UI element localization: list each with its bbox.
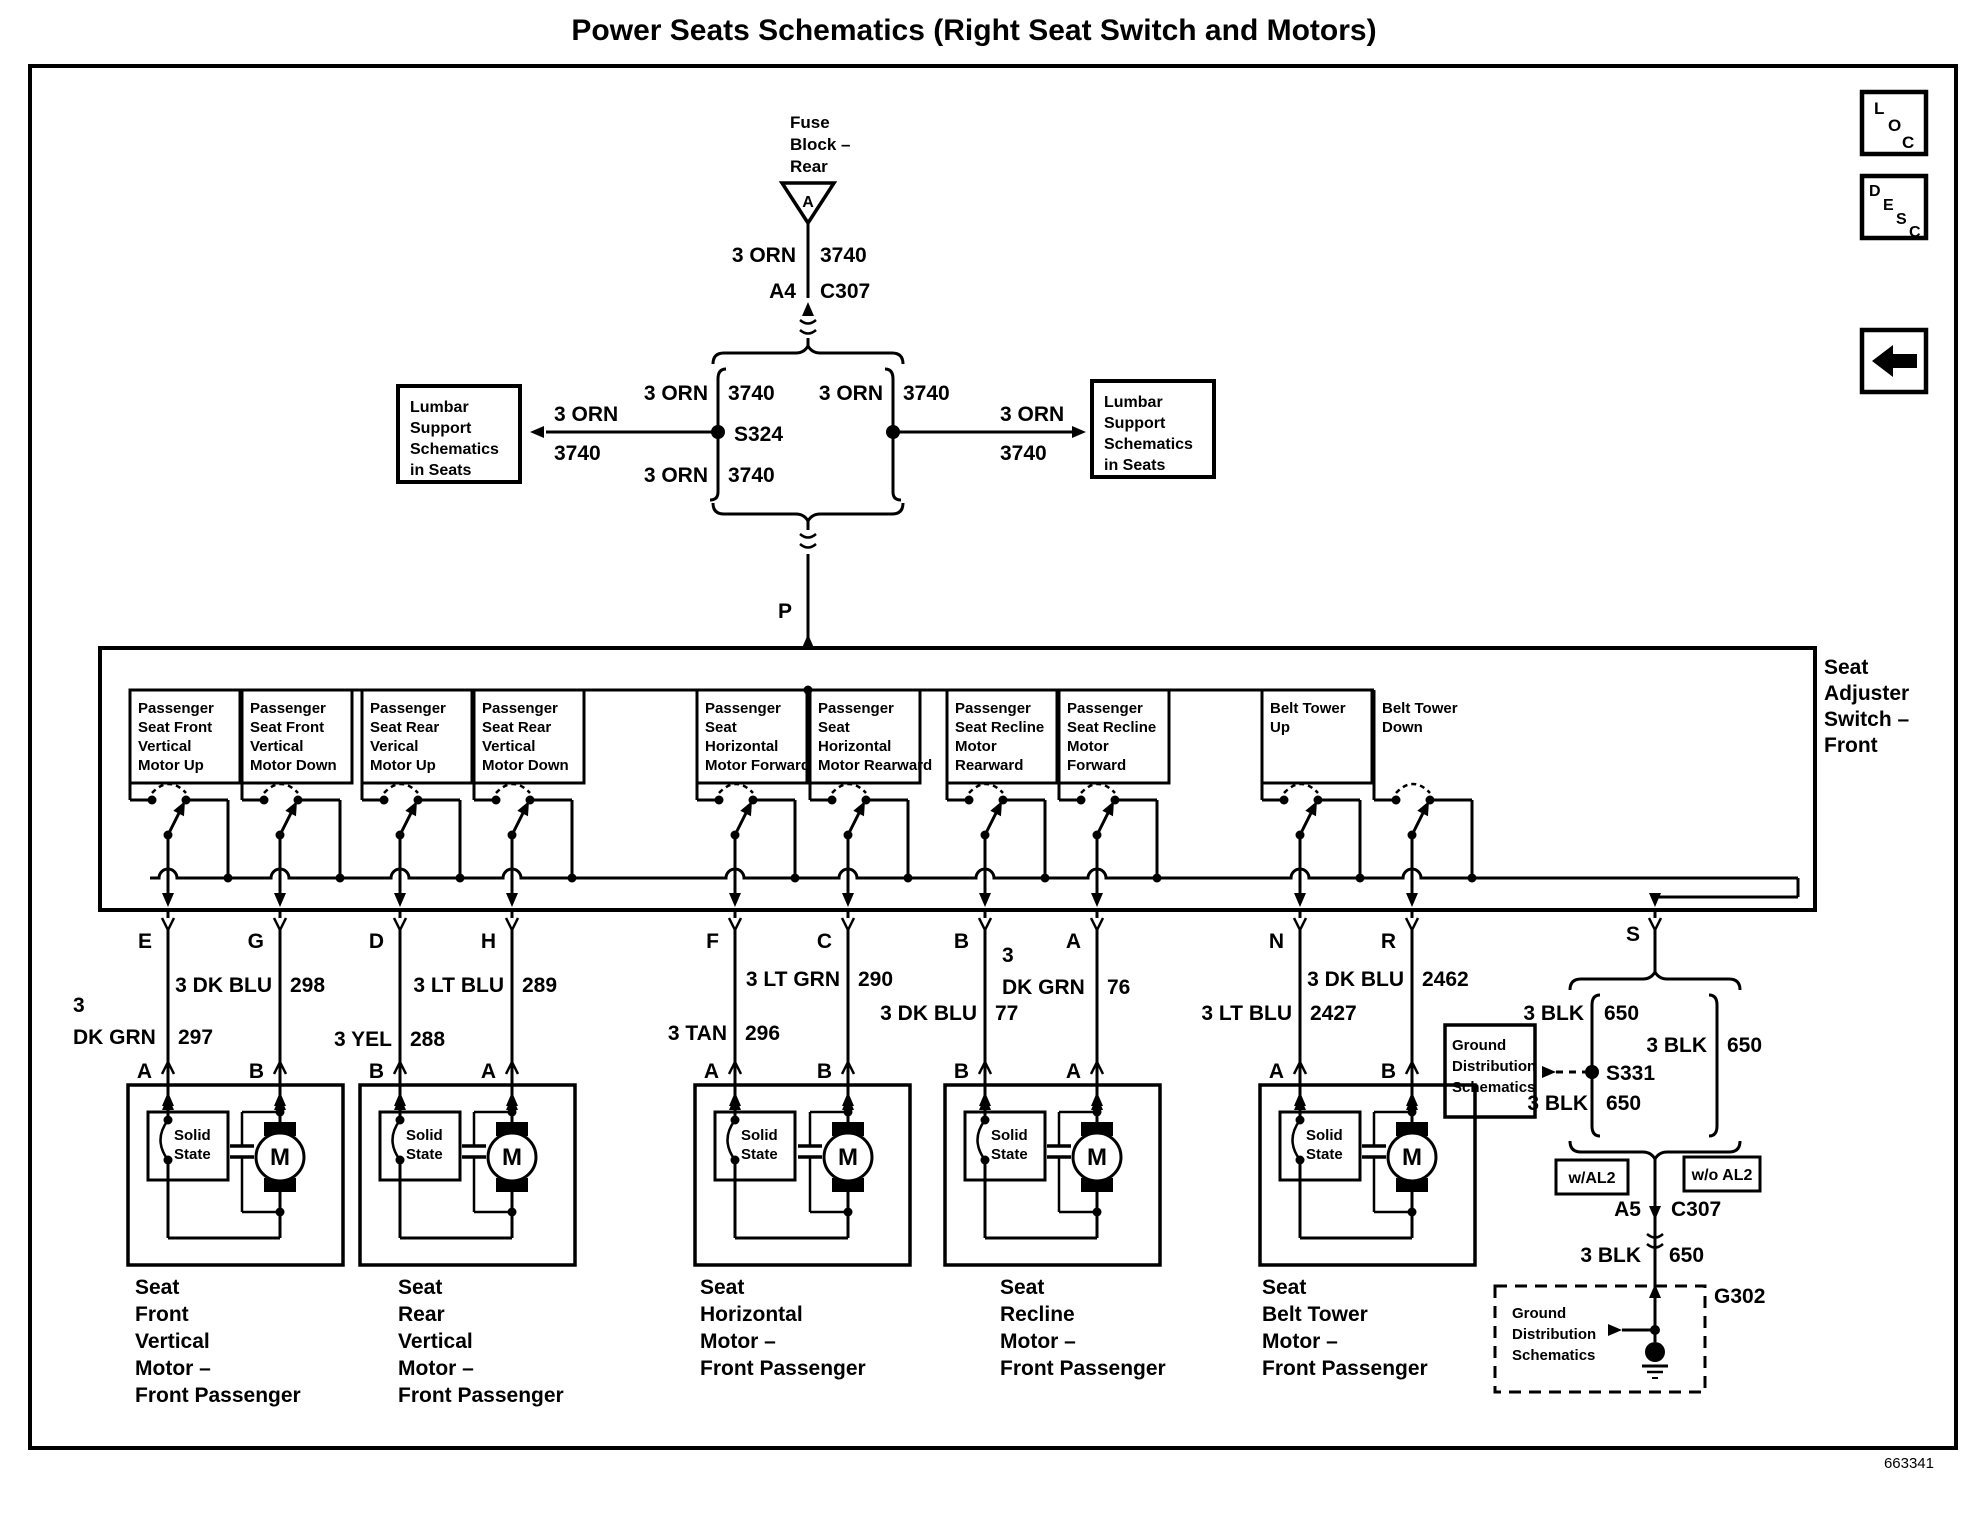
motor-pin: B — [953, 1060, 969, 1083]
output-a — [1002, 930, 1130, 1083]
wire-name: 3 BLK — [1580, 1244, 1641, 1267]
connector-id: C307 — [1671, 1198, 1722, 1221]
loc-letter-2: O — [1888, 116, 1902, 135]
loc-letter-3: C — [1902, 133, 1915, 152]
wiring-geometry — [130, 223, 1798, 1378]
connector-pin: H — [480, 930, 496, 953]
wire-name: 3 LT BLU — [1201, 1002, 1292, 1025]
wire-circuit: 289 — [522, 974, 558, 997]
feed-connector-pin: A4 — [769, 280, 796, 303]
w-al2-label: w/AL2 — [1568, 1170, 1616, 1187]
wire-circuit: 650 — [1727, 1034, 1763, 1057]
wire-name: 3 ORN — [818, 382, 883, 405]
desc-letter-3: S — [1896, 211, 1907, 228]
motor-pin: A — [136, 1060, 152, 1083]
wo-al2-label: w/o AL2 — [1691, 1167, 1753, 1184]
motor-pin: A — [1268, 1060, 1284, 1083]
wire-name: 3 TAN — [667, 1022, 727, 1045]
ground-id: G302 — [1714, 1285, 1766, 1308]
assembly-label: Seat Adjuster Switch – Front — [1824, 656, 1910, 757]
fuse-pin: A — [802, 194, 814, 211]
switch-label: Passenger Seat Recline Motor Forward — [1067, 700, 1157, 774]
desc-button[interactable] — [1862, 176, 1926, 241]
branch-wire-circuit: 3740 — [1000, 442, 1047, 465]
back-button[interactable] — [1862, 330, 1926, 392]
wire-circuit: 297 — [178, 1026, 214, 1049]
seat-adjuster-switch — [100, 600, 1910, 910]
wire-name: 3 DK GRN — [1002, 944, 1085, 999]
output-f — [668, 930, 780, 1083]
motor-m-label: M — [502, 1144, 522, 1171]
connector-pin: N — [1268, 930, 1284, 953]
output-n — [1201, 930, 1356, 1083]
motor-recline — [945, 1085, 1166, 1380]
switch-assembly-box — [100, 648, 1815, 910]
solid-state-label: Solid State — [406, 1127, 443, 1163]
wire-circuit: 3740 — [903, 382, 950, 405]
output-d — [334, 930, 445, 1083]
motor-pin: B — [1380, 1060, 1396, 1083]
wire-circuit: 3740 — [728, 382, 775, 405]
ground-path — [1445, 923, 1765, 1392]
splice-right — [819, 382, 1064, 465]
wire-name: 3 DK GRN — [73, 994, 156, 1049]
wire-name: 3 DK BLU — [880, 1002, 977, 1025]
connector-pin: F — [706, 930, 719, 953]
splice-id: S324 — [734, 423, 784, 446]
wire-name: 3 LT BLU — [413, 974, 504, 997]
wire-name: 3 BLK — [1527, 1092, 1588, 1115]
feed-pin-label: P — [777, 600, 792, 623]
output-h — [413, 930, 557, 1083]
branch-wire-name: 3 ORN — [1000, 403, 1065, 426]
motor-caption: Seat Front Vertical Motor – Front Passenger — [135, 1276, 301, 1407]
wire-circuit: 298 — [290, 974, 326, 997]
feed-wire-circuit: 3740 — [820, 244, 867, 267]
connector-pin: A5 — [1614, 1198, 1641, 1221]
back-arrow-icon — [1872, 345, 1917, 377]
output-e — [73, 930, 213, 1083]
connector-pin: R — [1380, 930, 1396, 953]
wire-circuit: 76 — [1107, 976, 1131, 999]
motor-caption: Seat Horizontal Motor – Front Passenger — [700, 1276, 866, 1380]
connector-pin: A — [1065, 930, 1081, 953]
ref-label: Lumbar Support Schematics in Seats — [1104, 394, 1193, 474]
motor-pin: A — [480, 1060, 496, 1083]
wire-name: 3 ORN — [643, 382, 708, 405]
wire-circuit: 650 — [1604, 1002, 1640, 1025]
connector-pin: D — [368, 930, 384, 953]
motor-caption: Seat Rear Vertical Motor – Front Passenger — [398, 1276, 564, 1407]
switch-label: Belt Tower Down — [1382, 700, 1458, 736]
wire-name: 3 LT GRN — [745, 968, 840, 991]
wire-circuit: 2462 — [1422, 968, 1469, 991]
wire-circuit: 290 — [858, 968, 894, 991]
page-title: Power Seats Schematics (Right Seat Switch and Motors) — [571, 14, 1377, 47]
wire-name: 3 BLK — [1646, 1034, 1707, 1057]
switch-label: Belt Tower Up — [1270, 700, 1346, 736]
wire-name: 3 DK BLU — [175, 974, 272, 997]
feed-circuit — [732, 244, 870, 303]
motor-caption: Seat Recline Motor – Front Passenger — [1000, 1276, 1166, 1380]
switch-label: Passenger Seat Horizontal Motor Forward — [705, 700, 810, 774]
loc-letter-1: L — [1874, 99, 1885, 118]
splice-s324 — [554, 382, 783, 487]
branch-wire-name: 3 ORN — [554, 403, 619, 426]
desc-letter-1: D — [1869, 183, 1881, 200]
switch-label: Passenger Seat Recline Motor Rearward — [955, 700, 1045, 774]
output-b — [880, 930, 1018, 1083]
ground-dist-ref-label: Ground Distribution Schematics — [1452, 1037, 1537, 1096]
motor-belt-tower — [1260, 1085, 1475, 1380]
motor-horizontal — [695, 1085, 910, 1380]
loc-button[interactable] — [1862, 92, 1926, 154]
splice-id: S331 — [1606, 1062, 1656, 1085]
solid-state-label: Solid State — [741, 1127, 778, 1163]
desc-letter-4: C — [1909, 224, 1921, 241]
motor-caption: Seat Belt Tower Motor – Front Passenger — [1262, 1276, 1428, 1380]
motor-pin: A — [1065, 1060, 1081, 1083]
motor-pin: B — [368, 1060, 384, 1083]
branch-wire-circuit: 3740 — [554, 442, 601, 465]
switch-label: Passenger Seat Rear Verical Motor Up — [370, 700, 446, 774]
solid-state-label: Solid State — [174, 1127, 211, 1163]
motor-pin: B — [816, 1060, 832, 1083]
connector-pin: G — [247, 930, 264, 953]
lumbar-ref-right — [1092, 381, 1214, 477]
motor-pin: B — [248, 1060, 264, 1083]
solid-state-label: Solid State — [1306, 1127, 1343, 1163]
wire-circuit: 77 — [995, 1002, 1019, 1025]
motor-pin: A — [703, 1060, 719, 1083]
wire-circuit: 650 — [1669, 1244, 1705, 1267]
feed-connector-id: C307 — [820, 280, 871, 303]
motor-m-label: M — [1402, 1144, 1422, 1171]
fuse-block — [782, 113, 850, 223]
output-g — [175, 930, 325, 1083]
wire-circuit: 2427 — [1310, 1002, 1357, 1025]
fuse-block-label: Fuse Block – Rear — [790, 113, 851, 176]
connector-pin: B — [953, 930, 969, 953]
wire-circuit: 288 — [410, 1028, 446, 1051]
wire-circuit: 650 — [1606, 1092, 1642, 1115]
lumbar-ref-left — [398, 386, 520, 482]
wire-name: 3 BLK — [1523, 1002, 1584, 1025]
figure-number: 663341 — [1883, 1455, 1934, 1472]
output-c — [746, 930, 893, 1083]
switch-label: Passenger Seat Front Vertical Motor Up — [138, 700, 214, 774]
motor-m-label: M — [838, 1144, 858, 1171]
wire-name: 3 ORN — [643, 464, 708, 487]
wire-circuit: 3740 — [728, 464, 775, 487]
desc-letter-2: E — [1883, 197, 1894, 214]
motor-m-label: M — [1087, 1144, 1107, 1171]
solid-state-label: Solid State — [991, 1127, 1028, 1163]
motor-m-label: M — [270, 1144, 290, 1171]
ground-dist-ref-label: Ground Distribution Schematics — [1512, 1305, 1597, 1364]
switch-label: Passenger Seat Front Vertical Motor Down — [250, 700, 337, 774]
switch-label: Passenger Seat Horizontal Motor Rearward — [818, 700, 933, 774]
switch-label: Passenger Seat Rear Vertical Motor Down — [482, 700, 569, 774]
feed-wire-name: 3 ORN — [731, 244, 796, 267]
wire-name: 3 DK BLU — [1307, 968, 1404, 991]
connector-pin: C — [816, 930, 832, 953]
connector-pin: S — [1625, 923, 1640, 946]
ref-label: Lumbar Support Schematics in Seats — [410, 399, 499, 479]
connector-pin: E — [137, 930, 152, 953]
wire-name: 3 YEL — [334, 1028, 392, 1051]
wire-circuit: 296 — [745, 1022, 781, 1045]
